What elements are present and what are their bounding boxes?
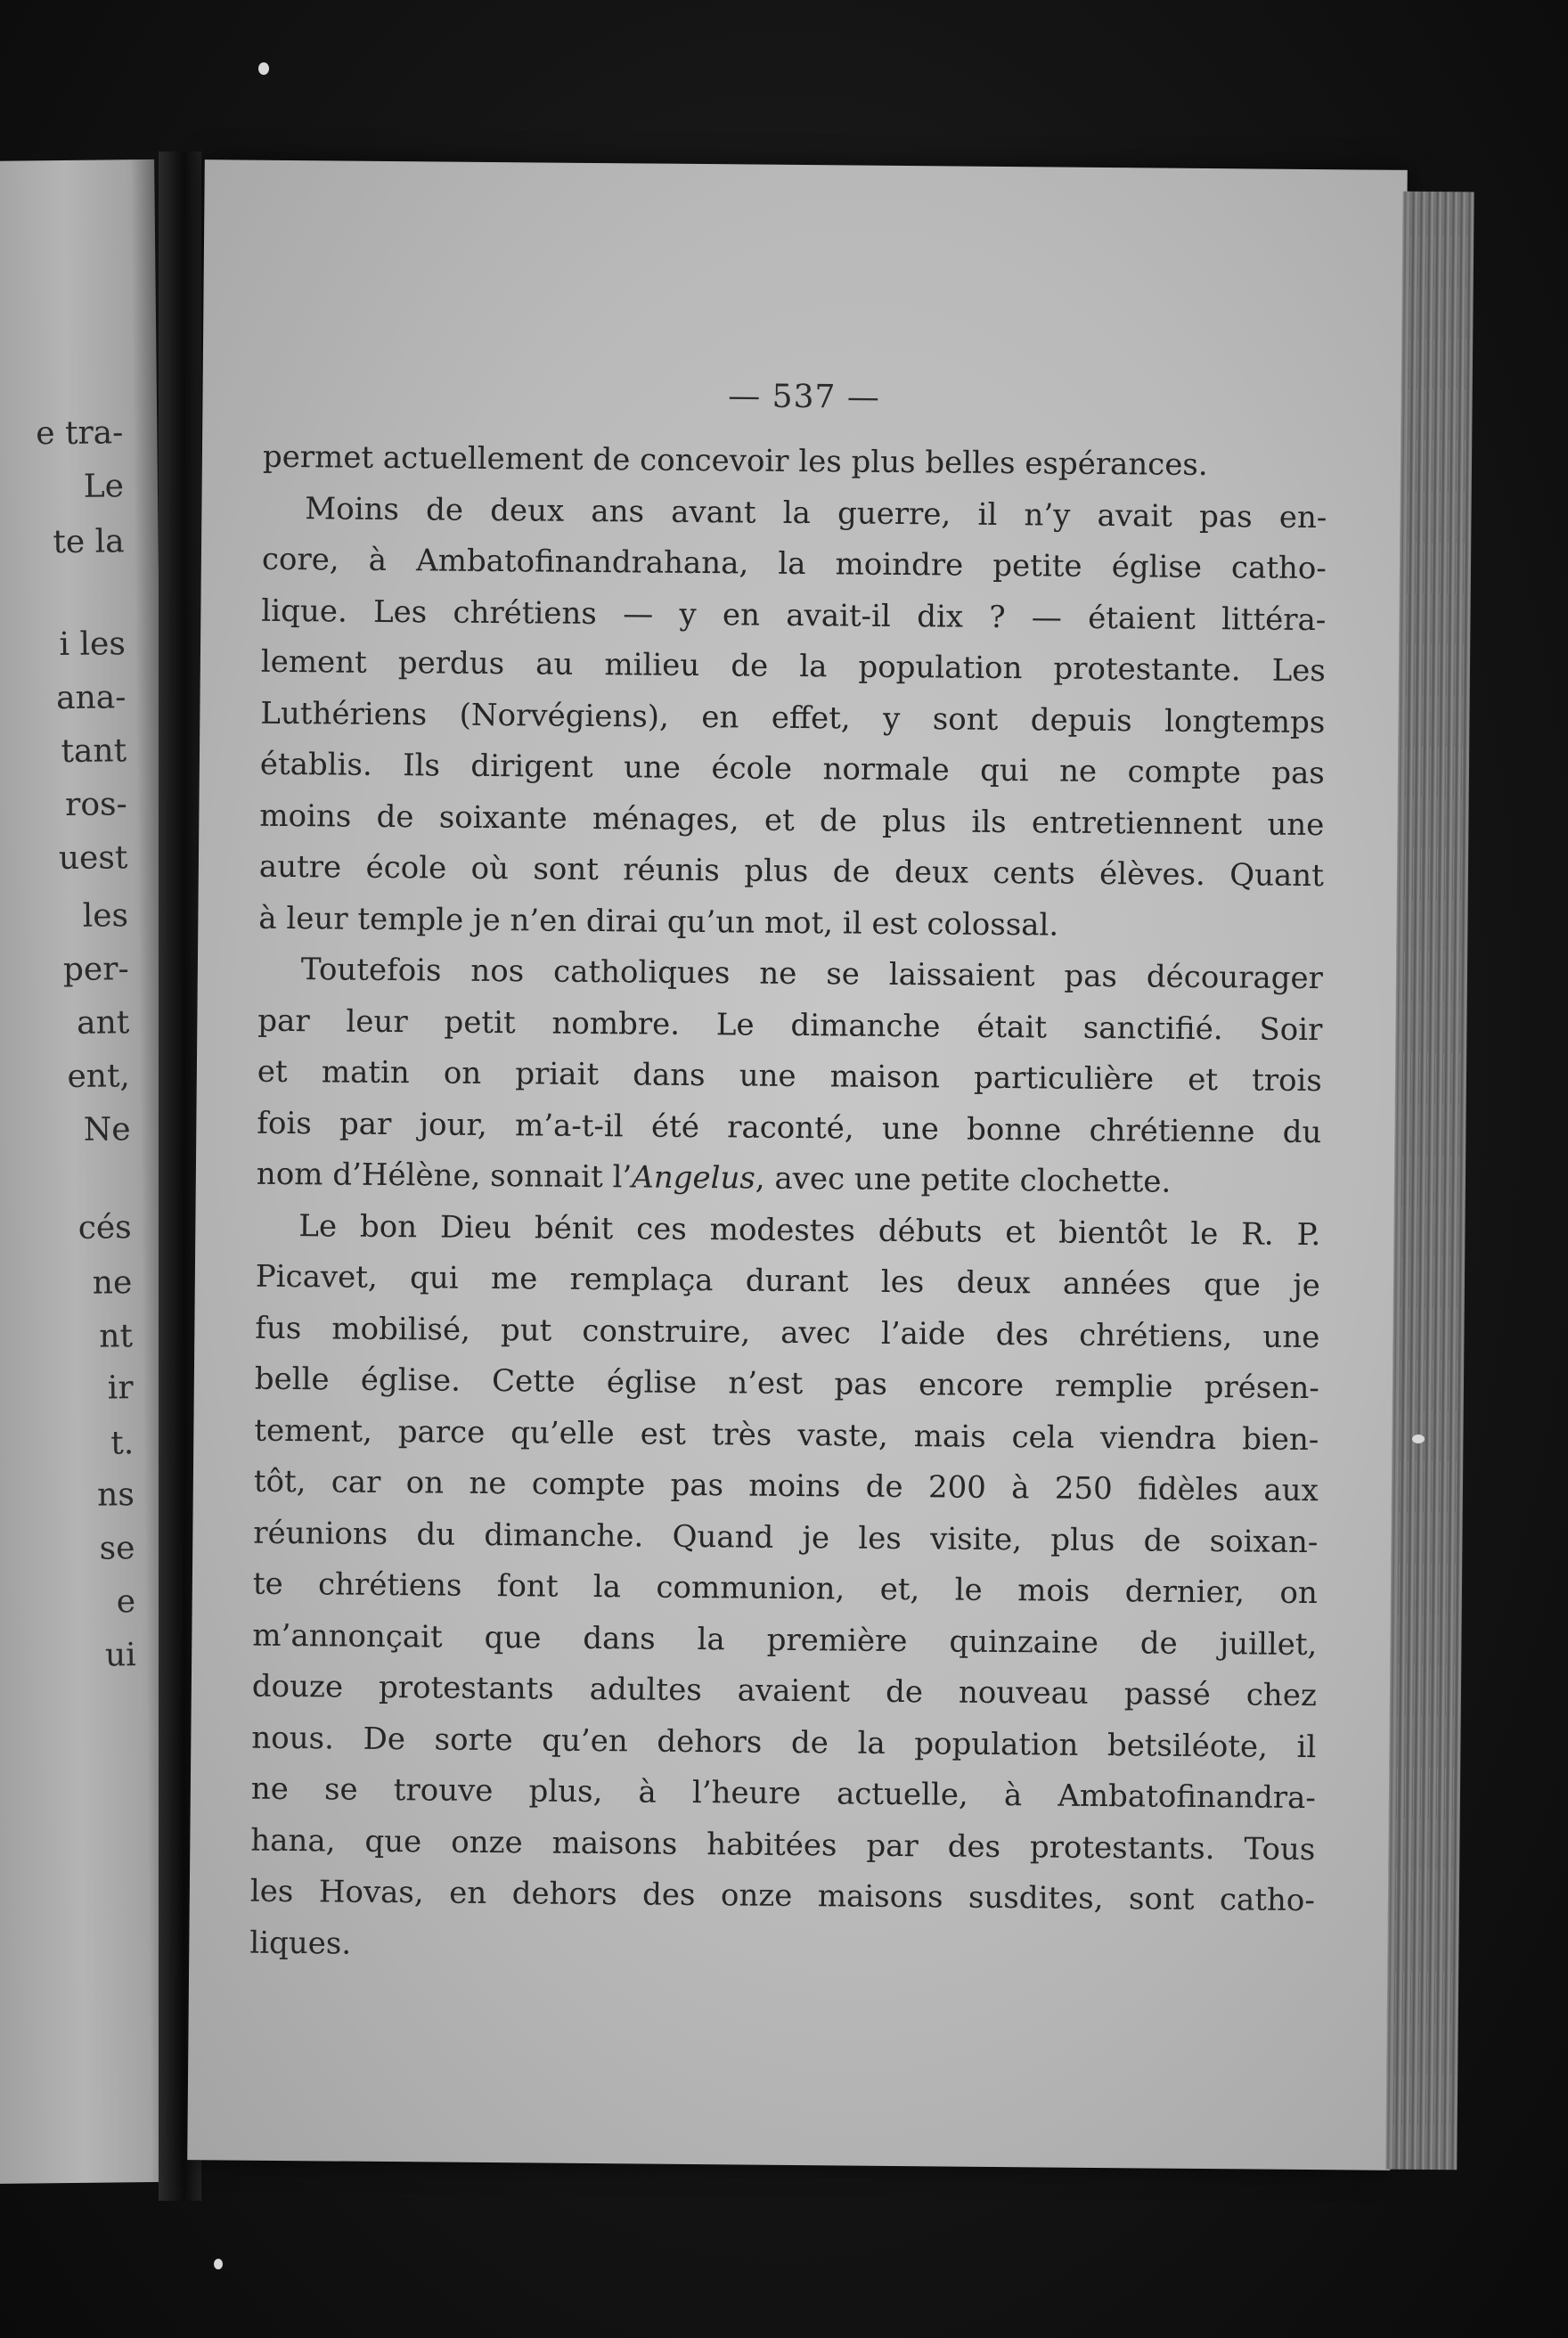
- left-page-fragment: les: [82, 897, 129, 935]
- text-line: ne se trouve plus, à l’heure actuelle, à Ambatofinandra-: [250, 1770, 1316, 1817]
- left-page-fragment: e tra-: [36, 414, 124, 453]
- text-line: douze protestants adultes avaient de nouveau passé chez: [251, 1668, 1317, 1714]
- right-page: [187, 159, 1408, 2170]
- text-line: les Hovas, en dehors des onze maisons susdites, sont catho-: [249, 1873, 1315, 1919]
- left-page-fragment: ne: [92, 1264, 133, 1302]
- text-line: hana, que onze maisons habitées par des protestants. Tous: [250, 1822, 1316, 1868]
- left-page-fragment: ent,: [67, 1058, 131, 1095]
- text-line: Le bon Dieu bénit ces modestes débuts et bientôt le R. P.: [298, 1207, 1321, 1253]
- left-page-fragment: e: [116, 1583, 136, 1621]
- text-line: nous. De sorte qu’en dehors de la population betsiléote, il: [251, 1720, 1317, 1765]
- left-page-fragment: i les: [59, 625, 127, 664]
- left-page-fragment: ant: [76, 1004, 130, 1042]
- text-line: liques.: [249, 1925, 352, 1962]
- text-line: tement, parce qu’elle est très vaste, mais cela viendra bien-: [254, 1412, 1319, 1458]
- text-line: fus mobilisé, put construire, avec l’aide des chrétiens, une: [255, 1310, 1320, 1355]
- text-line: belle église. Cette église n’est pas encore remplie présen-: [254, 1361, 1320, 1407]
- text-line: par leur petit nombre. Le dimanche était sanctifié. Soir: [257, 1002, 1323, 1048]
- left-page-fragment: se: [99, 1530, 135, 1567]
- text-line: Luthériens (Norvégiens), en effet, y sont depuis longtemps: [260, 695, 1326, 740]
- text-line: à leur temple je n’en dirai qu’un mot, il est colossal.: [258, 900, 1059, 944]
- text-line: tôt, car on ne compte pas moins de 200 à 250 fidèles aux: [253, 1463, 1319, 1509]
- text-line: et matin on priait dans une maison particulière et trois: [257, 1053, 1323, 1100]
- left-page-fragment: Le: [83, 468, 125, 505]
- left-facing-page: [0, 159, 176, 2184]
- italic-word: Angelus: [632, 1159, 756, 1197]
- text-line: permet actuellement de concevoir les plus belles espérances.: [262, 438, 1208, 483]
- text-line: réunions du dimanche. Quand je les visite, plus de soixan-: [253, 1515, 1319, 1560]
- text-line: te chrétiens font la communion, et, le mois dernier, on: [252, 1565, 1319, 1612]
- left-page-fragment: per-: [62, 951, 129, 989]
- left-page-fragment: ros-: [64, 786, 127, 823]
- left-page-fragment: Ne: [83, 1111, 131, 1149]
- text-line-end: , avec une petite clochette.: [755, 1160, 1172, 1200]
- left-page-fragment: ns: [96, 1476, 135, 1514]
- left-page-fragment: ui: [104, 1637, 136, 1674]
- text-line: m’annonçait que dans la première quinzaine de juillet,: [252, 1617, 1318, 1663]
- left-page-fragment: t.: [110, 1425, 135, 1462]
- text-line: core, à Ambatofinandrahana, la moindre petite église catho-: [261, 541, 1327, 587]
- dust-speck: [258, 62, 269, 75]
- left-page-fragment: uest: [58, 839, 128, 878]
- left-page-fragment: cés: [78, 1209, 132, 1247]
- dust-speck: [1412, 1435, 1425, 1443]
- left-page-fragment: nt: [99, 1318, 134, 1355]
- page-number: — 537 —: [728, 378, 880, 416]
- text-line: Moins de deux ans avant la guerre, il n’y avait pas en-: [305, 490, 1327, 535]
- text-line: fois par jour, m’a-t-il été raconté, une bonne chrétienne du: [257, 1105, 1322, 1150]
- left-page-fragment: te la: [53, 523, 125, 561]
- text-line: Toutefois nos catholiques ne se laissaient pas décourager: [300, 952, 1324, 997]
- left-page-fragment: tant: [61, 732, 127, 771]
- text-line: lique. Les chrétiens — y en avait-il dix ? — étaient littéra-: [261, 593, 1327, 638]
- body-text: [249, 432, 1327, 1978]
- text-line: lement perdus au milieu de la population protestante. Les: [260, 643, 1327, 690]
- text-line: établis. Ils dirigent une école normale qui ne compte pas: [259, 746, 1326, 792]
- dust-speck: [214, 2259, 223, 2269]
- text-line: autre école où sont réunis plus de deux cents élèves. Quant: [258, 848, 1325, 895]
- text-line: Picavet, qui me remplaça durant les deux années que je: [255, 1258, 1321, 1304]
- text-line: [257, 1149, 1321, 1210]
- left-page-fragment: ana-: [55, 679, 127, 717]
- text-line: moins de soixante ménages, et de plus ils entretiennent une: [259, 797, 1325, 843]
- text-line-start: nom d’Hélène, sonnait l’: [256, 1156, 633, 1196]
- left-page-fragment: ir: [107, 1369, 134, 1407]
